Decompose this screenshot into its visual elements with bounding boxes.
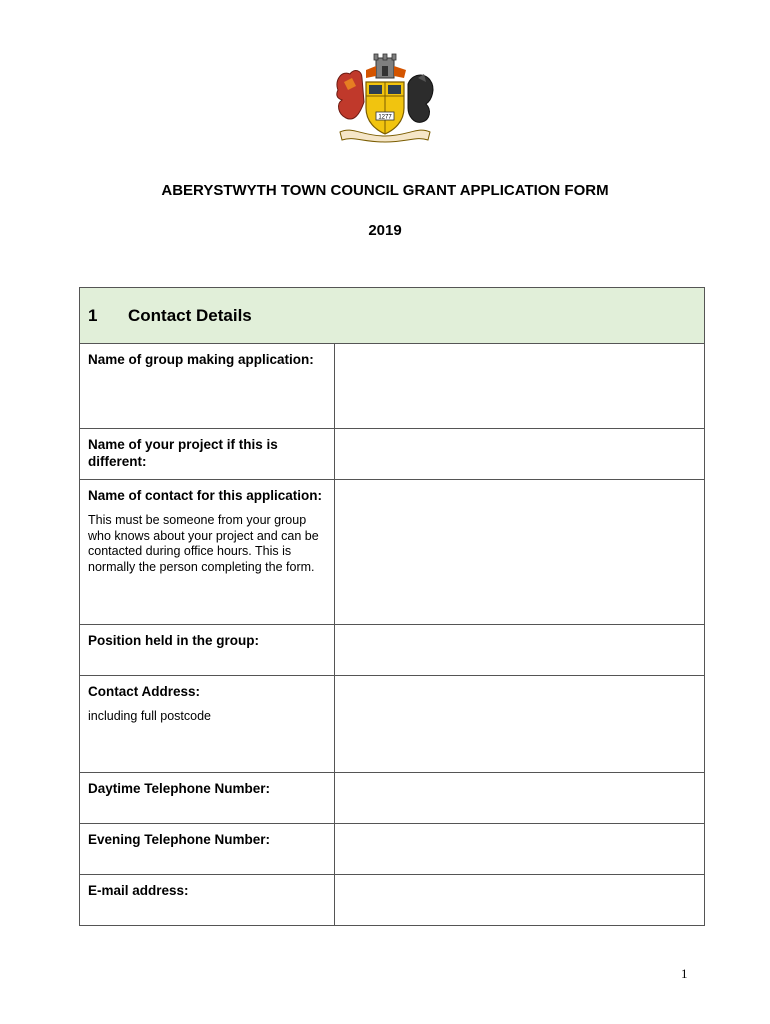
field-label-cell [80, 625, 335, 675]
field-label: Name of your project if this is different: [88, 437, 278, 469]
field-label: E-mail address: [88, 883, 189, 898]
form-row [80, 875, 704, 925]
town-crest-logo [332, 52, 438, 144]
field-label-cell [80, 875, 335, 925]
group-name-field[interactable] [335, 344, 704, 428]
field-label-cell [80, 824, 335, 874]
field-label-cell [80, 480, 335, 624]
field-note: including full postcode [88, 709, 211, 723]
field-label: Evening Telephone Number: [88, 832, 271, 847]
form-row [80, 429, 704, 480]
field-label-cell [80, 429, 335, 479]
section-header [80, 288, 704, 344]
field-label: Position held in the group: [88, 633, 259, 648]
project-name-field[interactable] [335, 429, 704, 479]
field-label: Contact Address: [88, 684, 201, 699]
section-number: 1 [88, 305, 98, 325]
contact-details-form [79, 287, 705, 926]
form-row [80, 625, 704, 676]
form-row [80, 773, 704, 824]
field-label-cell [80, 344, 335, 428]
document-title: ABERYSTWYTH TOWN COUNCIL GRANT APPLICATION FORM [161, 182, 609, 199]
form-row [80, 824, 704, 875]
document-year: 2019 [368, 222, 402, 239]
form-row [80, 480, 704, 625]
field-label: Daytime Telephone Number: [88, 781, 271, 796]
section-heading: Contact Details [128, 305, 252, 325]
crest-date-text: 1277 [378, 114, 392, 121]
evening-phone-field[interactable] [335, 824, 704, 874]
field-note: This must be someone from your group who knows about your project and can be contacted during office hours. This is normally the person completing the form. [88, 513, 319, 574]
contact-address-field[interactable] [335, 676, 704, 772]
contact-name-field[interactable] [335, 480, 704, 624]
field-label: Name of contact for this application: [88, 488, 323, 503]
form-row [80, 676, 704, 773]
daytime-phone-field[interactable] [335, 773, 704, 823]
page-number: 1 [681, 966, 688, 981]
field-label-cell [80, 676, 335, 772]
position-field[interactable] [335, 625, 704, 675]
form-row [80, 344, 704, 429]
email-field[interactable] [335, 875, 704, 925]
field-label-cell [80, 773, 335, 823]
field-label: Name of group making application: [88, 352, 314, 367]
